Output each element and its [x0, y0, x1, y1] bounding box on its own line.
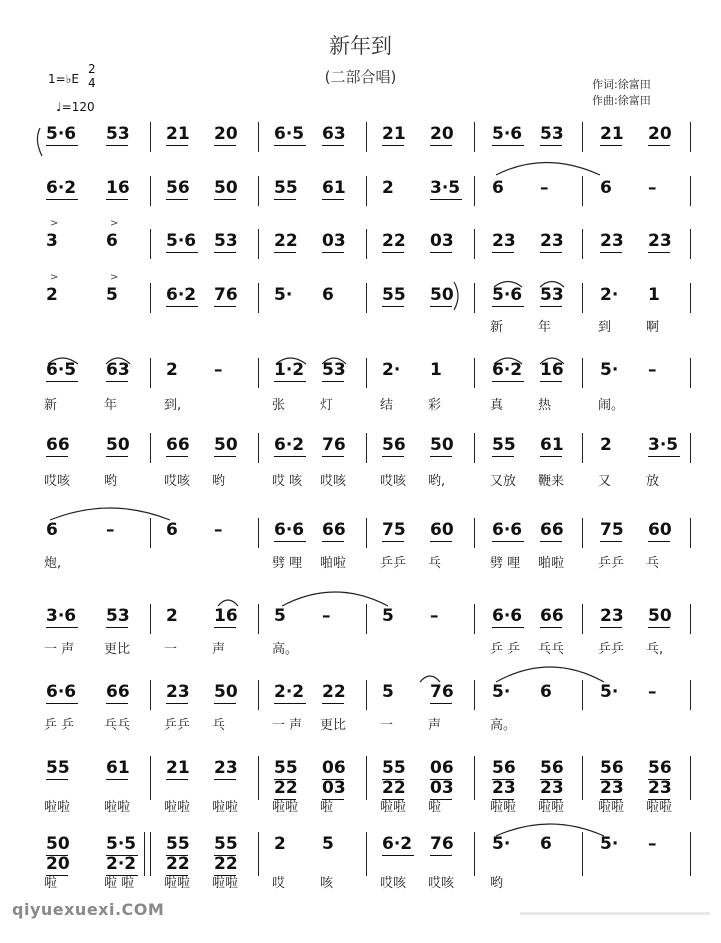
lyric-syllable: 哟 [212, 474, 226, 489]
note-group: 63 [106, 360, 130, 380]
lyric-syllable: 年 [538, 320, 552, 335]
lyric-syllable: 高。 [490, 718, 517, 733]
note-group: 16 [106, 178, 130, 198]
note-group: 2·2 [274, 682, 305, 702]
lyric-syllable: 哎咳 [164, 474, 191, 489]
note-group: 03 [322, 231, 346, 251]
note-group: 5·6 [492, 124, 523, 144]
lyric-syllable: 哎咳 [44, 474, 71, 489]
lyric-syllable: 到, [164, 398, 182, 413]
slur [106, 358, 130, 364]
note-group: 3 [46, 231, 58, 251]
note-group: 2· [600, 285, 619, 305]
note-group: 21 [600, 124, 624, 144]
lyric-syllable: 闹。 [598, 398, 625, 413]
note-group: 50 [106, 435, 130, 455]
note-group: – [648, 834, 657, 854]
note-group: 6 [106, 231, 118, 251]
note-group: 16 [540, 360, 564, 380]
note-group: 21 [382, 124, 406, 144]
note-group: 50 [214, 435, 238, 455]
lyric-syllable: 乒 乒 [44, 718, 75, 733]
note-group: 55 [492, 435, 516, 455]
note-group: 3·5 [430, 178, 461, 198]
song-title: 新年到 [329, 34, 392, 58]
lyric-syllable: 啪啦 [320, 556, 347, 571]
lyric-syllable: 啦啦 [598, 800, 625, 815]
lyric-syllable: 啦啦 [44, 800, 71, 815]
note-group: 56 [600, 758, 624, 778]
note-group: 21 [166, 124, 190, 144]
note-group: – [106, 520, 115, 540]
note-group: 6 [540, 834, 552, 854]
note-group: 22 [322, 682, 346, 702]
note-group: 2 [46, 285, 58, 305]
lyric-syllable: 乒 乒 [490, 642, 521, 657]
note-group: 66 [106, 682, 130, 702]
note-group: – [648, 360, 657, 380]
note-group: 2 [382, 178, 394, 198]
note-group: 23 [492, 778, 516, 798]
note-group: 22 [166, 854, 190, 874]
note-group: 06 [430, 758, 454, 778]
lyric-syllable: 到 [598, 320, 612, 335]
note-group: 56 [540, 758, 564, 778]
song-subtitle: (二部合唱) [324, 68, 397, 86]
note-group: – [540, 178, 549, 198]
note-group: 53 [540, 124, 564, 144]
note-group: 56 [492, 758, 516, 778]
note-group: 23 [492, 231, 516, 251]
note-group: 76 [430, 682, 454, 702]
note-group: 75 [382, 520, 406, 540]
note-group: 6·2 [166, 285, 197, 305]
note-group: 6 [46, 520, 58, 540]
note-group: 23 [540, 778, 564, 798]
note-group: 6·2 [492, 360, 523, 380]
note-group: 21 [166, 758, 190, 778]
lyric-syllable: 乓 [428, 556, 442, 571]
slur [420, 676, 440, 682]
lyric-syllable: 年 [104, 398, 118, 413]
accent-mark: > [50, 272, 59, 283]
note-group: 50 [430, 435, 454, 455]
lyric-syllable: 新 [44, 398, 58, 413]
note-group: 56 [166, 178, 190, 198]
note-group: 66 [540, 606, 564, 626]
note-group: 6·6 [492, 520, 523, 540]
note-group: 22 [274, 778, 298, 798]
lyric-syllable: 哎咳 [428, 876, 455, 891]
note-group: 50 [46, 834, 70, 854]
lyric-syllable: 一 声 [272, 718, 303, 733]
slur [496, 667, 604, 682]
lyric-syllable: 啦啦 [164, 876, 191, 891]
note-group: 6 [492, 178, 504, 198]
note-group: 6·5 [274, 124, 305, 144]
lyric-syllable: 啦 [320, 800, 334, 815]
note-group: 5·6 [166, 231, 197, 251]
lyric-syllable: 高。 [272, 642, 299, 657]
note-group: 55 [382, 758, 406, 778]
note-group: 6·6 [274, 520, 305, 540]
note-group: 55 [166, 834, 190, 854]
note-group: 1·2 [274, 360, 305, 380]
lyricist-credit: 作词:徐富田 [592, 78, 651, 91]
lyric-syllable: 哟 [104, 474, 118, 489]
note-group: 2 [274, 834, 286, 854]
note-group: 66 [166, 435, 190, 455]
slur [540, 358, 564, 364]
note-group: 3·5 [648, 435, 679, 455]
lyric-syllable: 热 [538, 398, 552, 413]
note-group: 23 [648, 778, 672, 798]
note-group: 75 [600, 520, 624, 540]
note-group: 66 [46, 435, 70, 455]
key-signature: 1=♭E [48, 72, 79, 86]
note-group: 03 [322, 778, 346, 798]
note-group: 50 [214, 682, 238, 702]
lyric-syllable: 咳 [320, 876, 334, 891]
note-group: 55 [214, 834, 238, 854]
lyric-syllable: 新 [490, 320, 504, 335]
slur [496, 824, 604, 836]
lyric-syllable: 哎咳 [380, 876, 407, 891]
note-group: 20 [648, 124, 672, 144]
note-group: 03 [430, 231, 454, 251]
note-group: 61 [540, 435, 564, 455]
note-group: – [214, 360, 223, 380]
note-group: 2 [600, 435, 612, 455]
note-group: 5·6 [46, 124, 77, 144]
note-group: 2· [382, 360, 401, 380]
lyric-syllable: 啦啦 [212, 800, 239, 815]
lyric-syllable: 啦 [44, 876, 58, 891]
lyric-syllable: 一 声 [44, 642, 75, 657]
note-group: 03 [430, 778, 454, 798]
lyric-syllable: 劈 哩 [272, 556, 303, 571]
note-group: 55 [274, 178, 298, 198]
tempo-mark: ♩=120 [56, 100, 95, 114]
note-group: 53 [106, 606, 130, 626]
slur [540, 282, 564, 288]
slur [496, 163, 600, 176]
note-group: 1 [648, 285, 660, 305]
note-group: 6 [540, 682, 552, 702]
slur [276, 358, 306, 364]
note-group: 5 [274, 606, 286, 626]
lyric-syllable: 啦啦 [104, 800, 131, 815]
lyric-syllable: 乒乒 [380, 556, 407, 571]
note-group: 6·6 [492, 606, 523, 626]
note-group: 2 [166, 606, 178, 626]
lyric-syllable: 啊 [646, 320, 660, 335]
accent-mark: > [110, 218, 119, 229]
lyric-syllable: 更比 [104, 642, 131, 657]
lyric-syllable: 结 [380, 398, 394, 413]
note-group: 60 [648, 520, 672, 540]
note-group: 06 [322, 758, 346, 778]
note-group: 55 [382, 285, 406, 305]
note-group: 2·2 [106, 854, 137, 874]
lyric-syllable: 放 [646, 474, 660, 489]
note-group: 6·5 [46, 360, 77, 380]
note-group: 6 [322, 285, 334, 305]
note-group: 53 [540, 285, 564, 305]
lyric-syllable: 乒乒 [164, 718, 191, 733]
lyric-syllable: 哟, [428, 474, 446, 489]
slur [218, 600, 238, 606]
lyric-syllable: 啦啦 [272, 800, 299, 815]
lyric-syllable: 乓乓 [538, 642, 565, 657]
note-group: 55 [274, 758, 298, 778]
note-group: – [648, 682, 657, 702]
slur [37, 128, 42, 156]
note-group: 66 [540, 520, 564, 540]
note-group: 55 [46, 758, 70, 778]
lyric-syllable: 啦 [428, 800, 442, 815]
note-group: 5·6 [492, 285, 523, 305]
note-group: 23 [214, 758, 238, 778]
note-group: 6·2 [382, 834, 413, 854]
note-group: 16 [214, 606, 238, 626]
note-group: 5· [274, 285, 293, 305]
lyric-syllable: 乒乒 [598, 642, 625, 657]
lyric-syllable: 又 [598, 474, 612, 489]
note-group: 3·6 [46, 606, 77, 626]
lyric-syllable: 真 [490, 398, 504, 413]
note-group: 50 [214, 178, 238, 198]
accent-mark: > [50, 218, 59, 229]
note-group: 20 [214, 124, 238, 144]
slur [494, 282, 522, 288]
lyric-syllable: 声 [428, 718, 442, 733]
note-group: 5 [382, 606, 394, 626]
note-group: 50 [648, 606, 672, 626]
note-group: 20 [430, 124, 454, 144]
note-group: – [214, 520, 223, 540]
note-group: 5· [600, 360, 619, 380]
lyric-syllable: 一 [380, 718, 394, 733]
slur [50, 508, 170, 520]
slur [322, 358, 346, 364]
note-group: 23 [648, 231, 672, 251]
note-group: 22 [382, 778, 406, 798]
lyric-syllable: 更比 [320, 718, 347, 733]
note-group: 5 [322, 834, 334, 854]
note-group: 5 [382, 682, 394, 702]
lyric-syllable: 啦啦 [164, 800, 191, 815]
note-group: 1 [430, 360, 442, 380]
note-group: 23 [540, 231, 564, 251]
note-group: – [322, 606, 331, 626]
note-group: 53 [106, 124, 130, 144]
note-group: 5 [106, 285, 118, 305]
lyric-syllable: 鞭来 [538, 474, 565, 489]
lyric-syllable: 啪啦 [538, 556, 565, 571]
slur [282, 592, 388, 606]
note-group: 76 [430, 834, 454, 854]
note-group: 76 [322, 435, 346, 455]
note-group: 63 [322, 124, 346, 144]
lyric-syllable: 炮, [44, 556, 62, 571]
note-group: 23 [166, 682, 190, 702]
slur [48, 358, 78, 364]
note-group: 2 [166, 360, 178, 380]
note-group: 20 [46, 854, 70, 874]
lyric-syllable: 乓 [646, 556, 660, 571]
note-group: 22 [274, 231, 298, 251]
composer-credit: 作曲:徐富田 [592, 94, 651, 107]
note-group: 61 [106, 758, 130, 778]
note-group: 23 [600, 606, 624, 626]
lyric-syllable: 啦啦 [212, 876, 239, 891]
note-group: – [430, 606, 439, 626]
note-group: 23 [600, 231, 624, 251]
lyric-syllable: 乓 [212, 718, 226, 733]
lyric-syllable: 啦啦 [490, 800, 517, 815]
note-group: 5·5 [106, 834, 137, 854]
note-group: 56 [382, 435, 406, 455]
note-group: 60 [430, 520, 454, 540]
lyric-syllable: 啦啦 [380, 800, 407, 815]
lyric-syllable: 乒乒 [598, 556, 625, 571]
slur [454, 282, 458, 310]
lyric-syllable: 灯 [320, 398, 334, 413]
lyric-syllable: 又放 [490, 474, 517, 489]
watermark-bar [520, 912, 710, 915]
accent-mark: > [110, 272, 119, 283]
lyric-syllable: 啦啦 [646, 800, 673, 815]
note-group: 5· [492, 834, 511, 854]
note-group: 6·6 [46, 682, 77, 702]
lyric-syllable: 一 [164, 642, 178, 657]
lyric-syllable: 哎 咳 [272, 474, 303, 489]
lyric-syllable: 声 [212, 642, 226, 657]
note-group: 53 [322, 360, 346, 380]
time-top: 2 [88, 62, 96, 76]
slur [494, 358, 522, 364]
watermark: qiyuexuexi.COM [12, 900, 165, 919]
note-group: 5· [492, 682, 511, 702]
note-group: – [648, 178, 657, 198]
note-group: 50 [430, 285, 454, 305]
note-group: 5· [600, 834, 619, 854]
lyric-syllable: 乓乓 [104, 718, 131, 733]
lyric-syllable: 啦 啦 [104, 876, 135, 891]
note-group: 66 [322, 520, 346, 540]
note-group: 76 [214, 285, 238, 305]
note-group: 22 [382, 231, 406, 251]
note-group: 22 [214, 854, 238, 874]
lyric-syllable: 哎咳 [380, 474, 407, 489]
note-group: 23 [600, 778, 624, 798]
lyric-syllable: 哎咳 [320, 474, 347, 489]
note-group: 56 [648, 758, 672, 778]
lyric-syllable: 哎 [272, 876, 286, 891]
note-group: 6 [166, 520, 178, 540]
lyric-syllable: 张 [272, 398, 286, 413]
lyric-syllable: 啦啦 [538, 800, 565, 815]
note-group: 6·2 [274, 435, 305, 455]
note-group: 6·2 [46, 178, 77, 198]
note-group: 5· [600, 682, 619, 702]
note-group: 61 [322, 178, 346, 198]
lyric-syllable: 彩 [428, 398, 442, 413]
lyric-syllable: 劈 哩 [490, 556, 521, 571]
lyric-syllable: 乓, [646, 642, 664, 657]
note-group: 53 [214, 231, 238, 251]
lyric-syllable: 哟 [490, 876, 504, 891]
note-group: 6 [600, 178, 612, 198]
time-bottom: 4 [88, 76, 96, 90]
